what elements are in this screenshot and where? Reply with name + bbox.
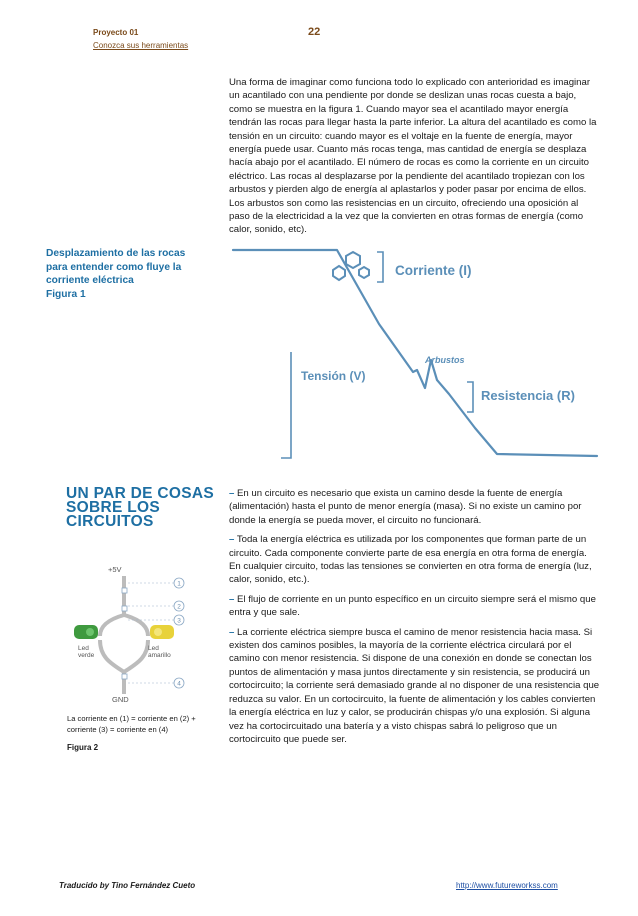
figure1-caption-block: [46, 247, 206, 301]
rock-icon-3: [359, 267, 369, 278]
bullet-dash-2: –: [229, 534, 235, 546]
resistencia-label: Resistencia (R): [481, 388, 575, 403]
figure1-caption: Desplazamiento de las rocas para entender como fluye la corriente eléctrica: [46, 248, 186, 287]
led-verde-label: [78, 645, 95, 659]
marker-number-2: 2: [177, 603, 181, 611]
footer-translator: Traducido by Tino Fernández Cueto: [59, 881, 196, 890]
marker-number-4: 4: [177, 680, 181, 688]
led-verde-line1: Led: [78, 645, 89, 652]
bullet-dash-4: –: [229, 626, 235, 638]
bullet-item-1: [229, 487, 601, 527]
figure1-cliff-diagram: [229, 244, 601, 480]
footer-url-link[interactable]: http://www.futureworkss.com: [456, 881, 558, 890]
tension-bracket: [281, 352, 291, 458]
current-marker-3: [122, 674, 127, 679]
bullet-item-2: [229, 533, 601, 587]
bullet-dash-3: –: [229, 593, 235, 605]
led-amarillo-line2: amarillo: [148, 652, 171, 659]
figure2-label: Figura 2: [67, 743, 99, 752]
led-amarillo-label: [148, 645, 171, 659]
marker-number-1: 1: [177, 580, 181, 588]
figure2-note: La corriente en (1) = corriente en (2) + corriente (3) = corriente en (4): [67, 714, 196, 734]
bullet-text-4: La corriente eléctrica siempre busca el camino de menor resistencia hacia masa. Si existen dos caminos posibles, la mayoría de la corriente eléctrica circulará por el camino con menor resistencia. Si dispone de una conexión en donde se conectan los puntos de alimentación y masa juntos directamente y sin resistencia, se producirá un cortocircuito; la corriente será demasiado grande al no disponer de una resistencia que reduzca su valor. En un cortocircuito, la fuente de alimentación y los cables convierten la energía eléctrica en luz y calor, se producirán chispas y/o una explosión. Si alguna vez ha cortocircuitado una batería y a visto chispas sabrá lo peligroso que un cortocircuito que puede ser.: [229, 626, 600, 745]
tension-label: Tensión (V): [301, 369, 366, 383]
bullet-item-3: [229, 593, 601, 620]
header-project: Proyecto 01: [93, 28, 139, 37]
wire-right-down: [124, 640, 148, 672]
cliff-slope: [233, 250, 597, 456]
page-number: 22: [308, 26, 321, 38]
plus5v-label: +5V: [108, 565, 122, 574]
wire-left-down: [100, 640, 124, 672]
bullet-text-2: Toda la energía eléctrica es utilizada por los componentes que forman parte de un circuito. Cada componente convierte parte de esa energía en otra forma de energía. En cualquier circuito, todas las tensiones se convierten en otra forma de energía (luz, calor, sonido, etc.).: [229, 534, 592, 586]
wire-left: [100, 615, 124, 636]
bullet-text-1: En un circuito es necesario que exista un camino desde la fuente de energía (alimentación) hasta el punto de menor energía (masa). Si no existe un camino por donde la energía se pueda mover, el circuito no funcionará.: [229, 488, 582, 526]
led-amarillo-line1: Led: [148, 645, 159, 652]
led-verde-icon: [74, 625, 98, 639]
header-subtitle: Conozca sus herramientas: [93, 41, 189, 50]
rock-icon-2: [333, 266, 345, 280]
led-amarillo-icon: [150, 625, 174, 639]
current-number-markers: [174, 578, 184, 688]
current-marker-1: [122, 588, 127, 593]
figure2-title: UN PAR DE COSAS SOBRE LOS CIRCUITOS: [66, 485, 215, 531]
led-verde-line2: verde: [78, 652, 95, 659]
resistencia-bracket: [467, 382, 473, 412]
marker-number-3: 3: [177, 617, 181, 625]
gnd-label: GND: [112, 695, 129, 704]
corriente-bracket: [377, 252, 383, 282]
figure2-circuit-diagram: [66, 560, 200, 705]
wire-right: [124, 615, 148, 636]
bullet-text-3: El flujo de corriente en un punto específico en un circuito siempre será el mismo que entra y que sale.: [229, 593, 596, 619]
rock-icon-1: [346, 252, 360, 268]
bullet-list: [229, 487, 601, 752]
current-marker-2: [122, 606, 127, 611]
bullet-item-4: [229, 626, 601, 747]
arbustos-label: Arbustos: [425, 355, 465, 365]
intro-paragraph: Una forma de imaginar como funciona todo lo explicado con anterioridad es imaginar un acantilado con una pendiente por donde se deslizan unas rocas cuesta a bajo, como se muestra en la figura 1. Cuando mayor sea el acantilado mayor energía tendrán las rocas para llegar hasta la parte inferior. La altura del acantilado es como la tensión en un circuito: cuando mayor es el voltaje en la fuente de energía, mayor energía puede usar. Cuanto más rocas tenga, mas cantidad de energía se desplaza hacía abajo por el acantilado. El número de rocas es como la corriente en un circuito eléctrico. Las rocas al desplazarse por la pendiente del acantilado tropiezan con los arbustos y pierden algo de energía al aplastarlos y poder pasar por encima de ellos. Los arbustos son como las resistencias en un circuito, ofreciendo una oposición al paso de la electricidad a la vez que la convierten en otras formas de energía (como calor, sonido, etc).: [229, 77, 597, 236]
corriente-label: Corriente (I): [395, 263, 472, 278]
bullet-dash-1: –: [229, 488, 235, 499]
figure1-label: Figura 1: [46, 288, 86, 300]
